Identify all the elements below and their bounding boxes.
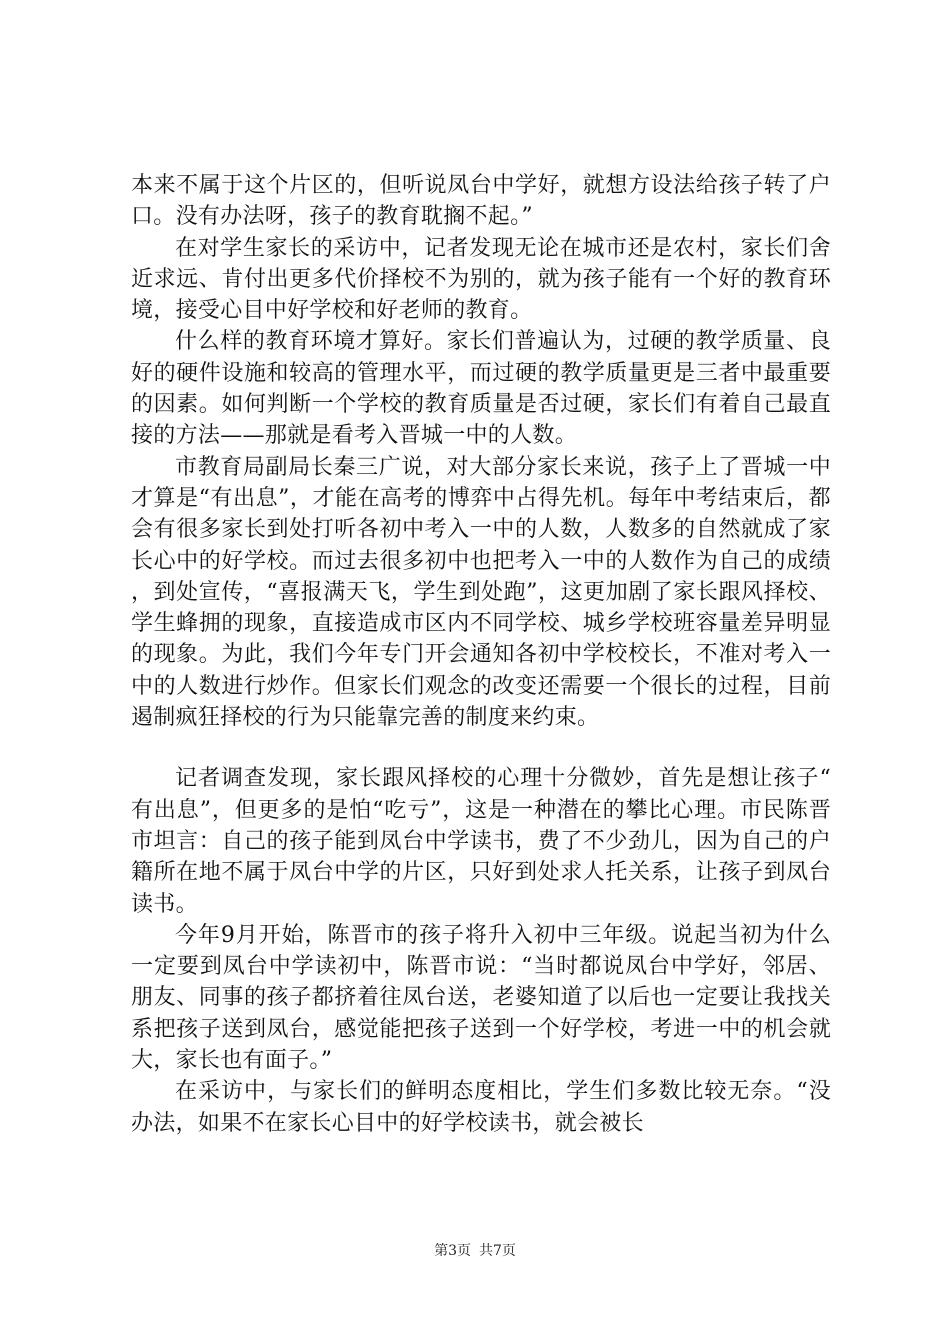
- paragraph-spacer: [131, 733, 831, 763]
- page-number: 第3页: [434, 1243, 471, 1259]
- paragraph-6: 今年9月开始，陈晋市的孩子将升入初中三年级。说起当初为什么一定要到凤台中学读初中，陈晋市说：“当时都说凤台中学好，邻居、朋友、同事的孩子都挤着往凤台送，老婆知道了以后也一定要让我找关系把孩子送到凤台，感觉能把孩子送到一个好学校，考进一中的机会就大，家长也有面子。”: [131, 922, 831, 1074]
- paragraph-1: 本来不属于这个片区的，但听说凤台中学好，就想方设法给孩子转了户口。没有办法呀，孩子的教育耽搁不起。”: [131, 173, 831, 230]
- paragraph-7: 在采访中，与家长们的鲜明态度相比，学生们多数比较无奈。“没办法，如果不在家长心目中的好学校读书，就会被长: [131, 1079, 831, 1136]
- document-body: [131, 170, 831, 1139]
- page-total: 共7页: [479, 1243, 516, 1259]
- paragraph-2: 在对学生家长的采访中，记者发现无论在城市还是农村，家长们舍近求远、肯付出更多代价择校不为别的，就为孩子能有一个好的教育环境，接受心目中好学校和好老师的教育。: [131, 235, 831, 324]
- paragraph-4: 市教育局副局长秦三广说，对大部分家长来说，孩子上了晋城一中才算是“有出息”，才能在高考的博弈中占得先机。每年中考结束后，都会有很多家长到处打听各初中考入一中的人数，人数多的自然就成了家长心中的好学校。而过去很多初中也把考入一中的人数作为自己的成绩，到处宣传，“喜报满天飞，学生到处跑”，这更加剧了家长跟风择校、学生蜂拥的现象，直接造成市区内不同学校、城乡学校班容量差异明显的现象。为此，我们今年专门开会通知各初中学校校长，不准对考入一中的人数进行炒作。但家长们观念的改变还需要一个很长的过程，目前遏制疯狂择校的行为只能靠完善的制度来约束。: [131, 454, 831, 731]
- paragraph-5: 记者调查发现，家长跟风择校的心理十分微妙，首先是想让孩子“有出息”，但更多的是怕“吃亏”，这是一种潜在的攀比心理。市民陈晋市坦言：自己的孩子能到凤台中学读书，费了不少劲儿，因为自己的户籍所在地不属于凤台中学的片区，只好到处求人托关系，让孩子到凤台读书。: [131, 766, 831, 917]
- paragraph-3: 什么样的教育环境才算好。家长们普遍认为，过硬的教学质量、良好的硬件设施和较高的管理水平，而过硬的教学质量更是三者中最重要的因素。如何判断一个学校的教育质量是否过硬，家长们有着自己最直接的方法——那就是看考入晋城一中的人数。: [131, 329, 831, 449]
- page-footer: [0, 1240, 950, 1260]
